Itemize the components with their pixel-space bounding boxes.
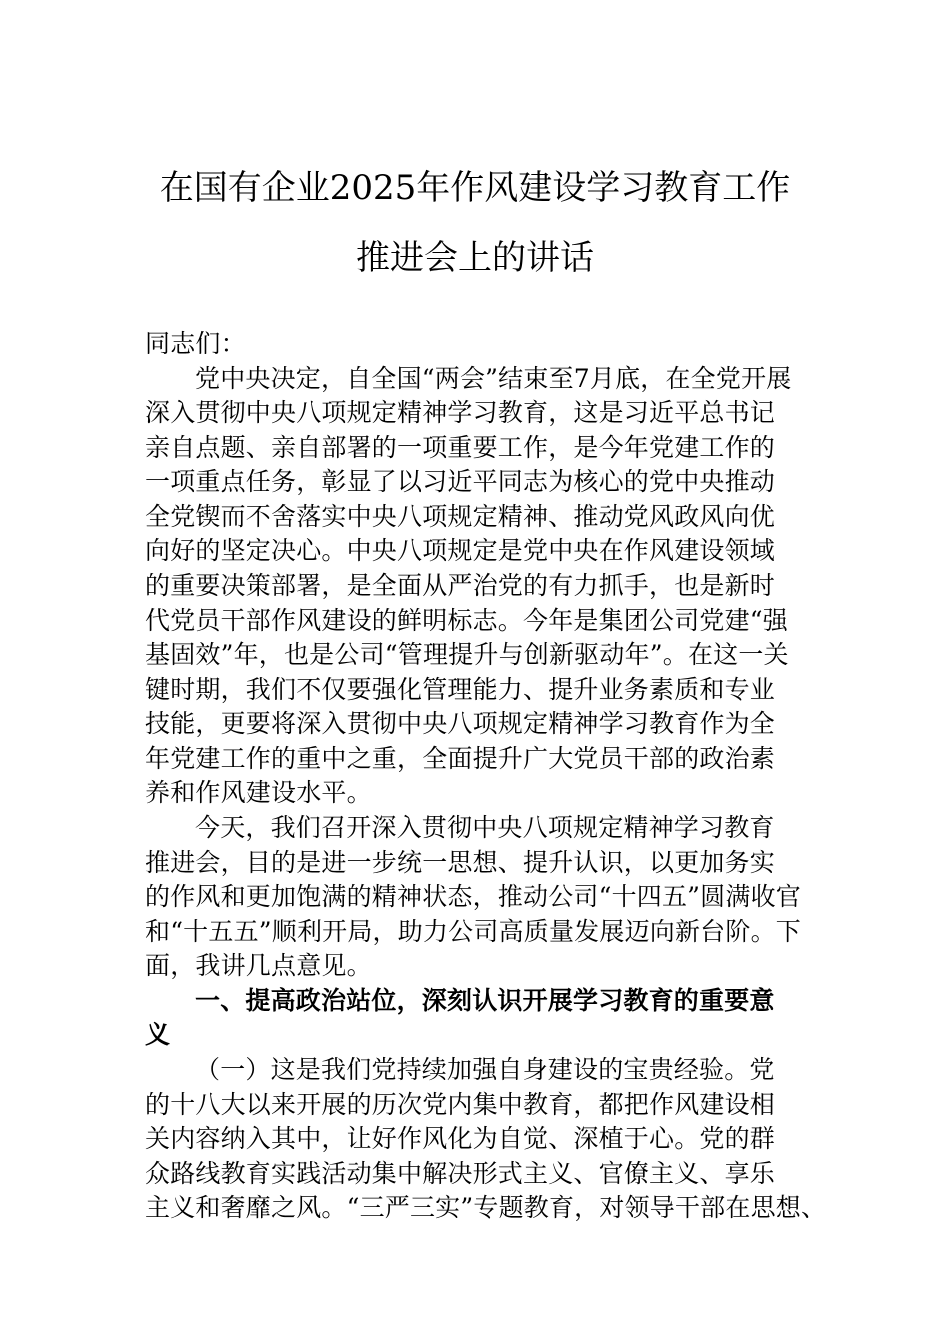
paragraph-line: 全党锲而不舍落实中央八项规定精神、推动党风政风向优: [145, 502, 776, 531]
paragraph-line: 键时期，我们不仅要强化管理能力、提升业务素质和专业: [145, 675, 776, 704]
paragraph-line: 基固效”年，也是公司“管理提升与创新驱动年”。在这一关: [145, 640, 789, 669]
paragraph-line: 年党建工作的重中之重，全面提升广大党员干部的政治素: [145, 744, 776, 773]
paragraph-line: 的十八大以来开展的历次党内集中教育，都把作风建设相: [145, 1090, 776, 1119]
paragraph-line: 众路线教育实践活动集中解决形式主义、官僚主义、享乐: [145, 1159, 776, 1188]
paragraph-line: 亲自点题、亲自部署的一项重要工作，是今年党建工作的: [145, 433, 776, 462]
paragraph-line: 的重要决策部署，是全面从严治党的有力抓手，也是新时: [145, 571, 776, 600]
paragraph-line: （一）这是我们党持续加强自身建设的宝贵经验。党: [195, 1055, 775, 1084]
paragraph-line: 今天，我们召开深入贯彻中央八项规定精神学习教育: [195, 813, 775, 842]
document-title-line-1: 在国有企业2025年作风建设学习教育工作: [159, 168, 791, 208]
paragraph-line: 代党员干部作风建设的鲜明标志。今年是集团公司党建“强: [145, 606, 788, 635]
paragraph-line: 技能，更要将深入贯彻中央八项规定精神学习教育作为全: [145, 709, 776, 738]
salutation: 同志们：: [145, 329, 246, 358]
paragraph-line: 党中央决定，自全国“两会”结束至7月底，在全党开展: [195, 364, 792, 393]
paragraph-line: 一项重点任务，彰显了以习近平同志为核心的党中央推动: [145, 467, 776, 496]
paragraph-line: 推进会，目的是进一步统一思想、提升认识，以更加务实: [145, 848, 776, 877]
paragraph-line: 养和作风建设水平。: [145, 778, 372, 807]
paragraph-line: 和“十五五”顺利开局，助力公司高质量发展迈向新台阶。下: [145, 917, 801, 946]
document-title-line-2: 推进会上的讲话: [356, 238, 594, 278]
paragraph-line: 深入贯彻中央八项规定精神学习教育，这是习近平总书记: [145, 398, 776, 427]
section-heading: 一、提高政治站位，深刻认识开展学习教育的重要意: [195, 986, 775, 1015]
paragraph-line: 向好的坚定决心。中央八项规定是党中央在作风建设领域: [145, 536, 776, 565]
section-heading-continued: 义: [145, 1020, 171, 1049]
paragraph-line: 面，我讲几点意见。: [145, 951, 372, 980]
paragraph-line: 主义和奢靡之风。“三严三实”专题教育，对领导干部在思想、: [145, 1193, 827, 1222]
paragraph-line: 关内容纳入其中，让好作风化为自觉、深植于心。党的群: [145, 1124, 776, 1153]
paragraph-line: 的作风和更加饱满的精神状态，推动公司“十四五”圆满收官: [145, 882, 801, 911]
